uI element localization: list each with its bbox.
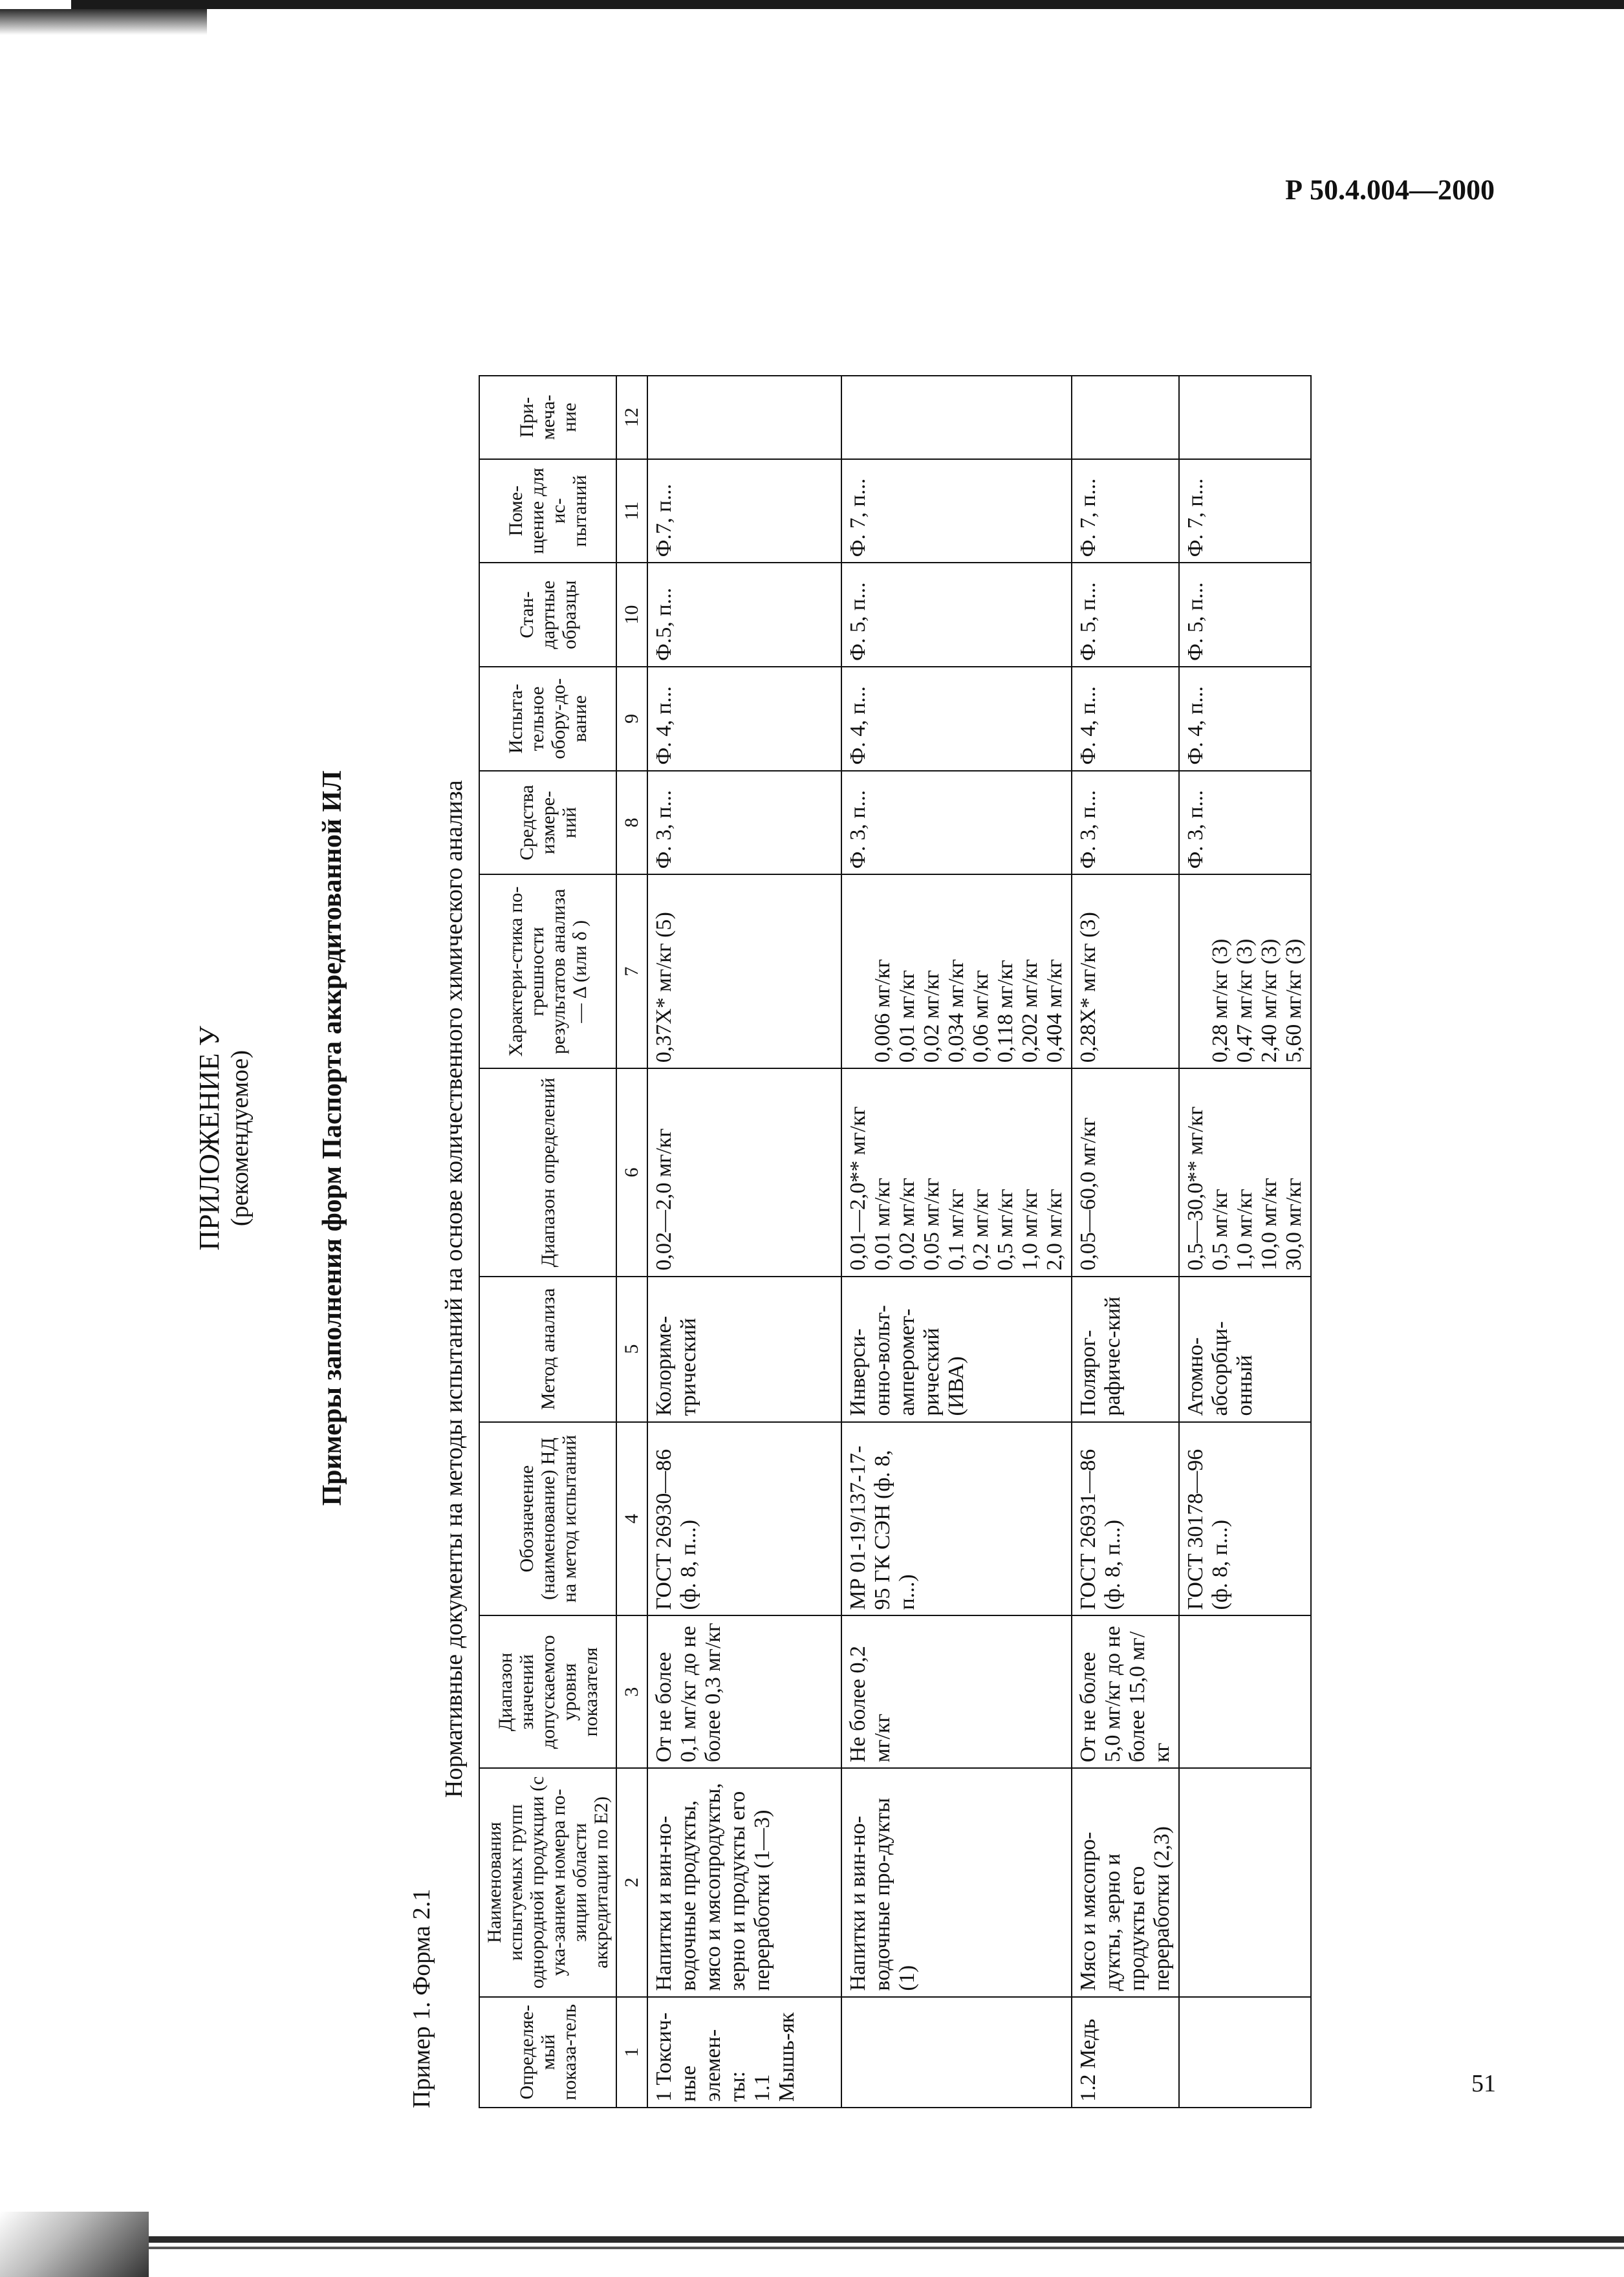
table-cell: Мясо и мясопро-дукты, зерно и продукты его переработки (2,3)	[1072, 1768, 1179, 1996]
header-cell: Диапазон значений допускаемого уровня показателя	[479, 1615, 616, 1768]
column-number-row	[616, 376, 647, 2108]
table-cell	[1179, 1615, 1311, 1768]
column-number: 8	[616, 771, 647, 875]
header-cell: Испыта-тельное обору-до-вание	[479, 667, 616, 771]
table-cell: Ф. 3, п...	[647, 771, 841, 875]
table-cell: Не более 0,2 мг/кг	[841, 1615, 1072, 1768]
table-cell: Ф. 4, п...	[647, 667, 841, 771]
header-cell: Диапазон определений	[479, 1068, 616, 1276]
page-number: 51	[1471, 2070, 1496, 2097]
column-number: 6	[616, 1068, 647, 1276]
table-cell: ГОСТ 26930—86 (ф. 8, п...)	[647, 1422, 841, 1616]
table-body	[647, 376, 1311, 2108]
table-cell: ГОСТ 26931—86 (ф. 8, п...)	[1072, 1422, 1179, 1616]
table-cell: 1.2 Медь	[1072, 1997, 1179, 2108]
column-number: 11	[616, 459, 647, 563]
table-cell	[841, 1997, 1072, 2108]
column-number: 2	[616, 1768, 647, 1996]
table-cell: 1 Токсич-ные элемен-ты: 1.1 Мышь-як	[647, 1997, 841, 2108]
table-cell: Ф. 5, п...	[841, 563, 1072, 667]
column-number: 10	[616, 563, 647, 667]
table-cell: ГОСТ 30178—96 (ф. 8, п...)	[1179, 1422, 1311, 1616]
table-cell: Ф. 4, п...	[841, 667, 1072, 771]
header-cell: Стан-дартные образцы	[479, 563, 616, 667]
header-cell: Характери-стика по-грешности результатов анализа — Δ (или δ )	[479, 874, 616, 1068]
header-cell: При-меча-ние	[479, 376, 616, 459]
form-label: Пример 1. Форма 2.1	[408, 1888, 435, 2108]
table-cell	[647, 376, 841, 459]
column-number: 4	[616, 1422, 647, 1616]
table-cell: Ф. 3, п...	[1179, 771, 1311, 875]
table-cell: Ф. 3, п...	[1072, 771, 1179, 875]
main-title: Примеры заполнения форм Паспорта аккредитованной ИЛ	[318, 770, 347, 1506]
table-cell: 0,28X* мг/кг (3)	[1072, 874, 1179, 1068]
rotated-page-content	[194, 142, 1488, 2134]
table-cell: Атомно-абсорбци-онный	[1179, 1277, 1311, 1422]
table-caption: Нормативные документы на методы испытаний на основе количественного химического анализа	[440, 780, 468, 1798]
table-cell: Напитки и вин-но-водочные про-дукты (1)	[841, 1768, 1072, 1996]
table-cell: МР 01-19/137-17-95 ГК СЭН (ф. 8, п...)	[841, 1422, 1072, 1616]
table-cell	[1179, 376, 1311, 459]
header-cell: Обозначение (наименование) НД на метод испытаний	[479, 1422, 616, 1616]
table-row	[841, 376, 1072, 2108]
table-cell	[1072, 376, 1179, 459]
table-cell: 0,02—2,0 мг/кг	[647, 1068, 841, 1276]
header-cell: Средства измере-ний	[479, 771, 616, 875]
table-cell: От не более 5,0 мг/кг до не более 15,0 мг/кг	[1072, 1615, 1179, 1768]
header-row	[479, 376, 616, 2108]
table-cell	[841, 376, 1072, 459]
document-number: Р 50.4.004—2000	[1285, 174, 1495, 206]
scan-edge-shadow	[0, 9, 207, 35]
table-row	[647, 376, 841, 2108]
table-cell: Ф. 4, п...	[1072, 667, 1179, 771]
passport-table	[479, 375, 1312, 2108]
table-cell: Ф. 4, п...	[1179, 667, 1311, 771]
table-cell: 0,006 мг/кг 0,01 мг/кг 0,02 мг/кг 0,034 мг/кг 0,06 мг/кг 0,118 мг/кг 0,202 мг/кг 0,404 мг/кг	[841, 874, 1072, 1068]
table-cell: 0,05—60,0 мг/кг	[1072, 1068, 1179, 1276]
scan-edge-bottom-line	[0, 2247, 1624, 2249]
table-cell	[1179, 1768, 1311, 1996]
header-cell: Метод анализа	[479, 1277, 616, 1422]
table-cell: Ф. 7, п...	[1072, 459, 1179, 563]
table-cell: Ф. 7, п...	[841, 459, 1072, 563]
column-number: 5	[616, 1277, 647, 1422]
column-number: 12	[616, 376, 647, 459]
column-number: 9	[616, 667, 647, 771]
column-number: 3	[616, 1615, 647, 1768]
header-cell: Определяе-мый показа-тель	[479, 1997, 616, 2108]
header-cell: Поме-щение для ис-пытаний	[479, 459, 616, 563]
table-cell: 0,01—2,0** мг/кг 0,01 мг/кг 0,02 мг/кг 0,05 мг/кг 0,1 мг/кг 0,2 мг/кг 0,5 мг/кг 1,0 мг/кг 2,0 мг/кг	[841, 1068, 1072, 1276]
scan-edge-bottom	[0, 2236, 1624, 2243]
appendix-subtitle: (рекомендуемое)	[226, 1050, 254, 1227]
table-cell: Ф.5, п...	[647, 563, 841, 667]
scan-corner	[0, 2212, 149, 2277]
table-cell: Ф.7, п...	[647, 459, 841, 563]
table-cell: Ф. 7, п...	[1179, 459, 1311, 563]
header-cell: Наименования испытуемых групп однородной продукции (с ука-занием номера по-зиции области аккредитации по Е2)	[479, 1768, 616, 1996]
scan-edge-top	[71, 0, 1624, 9]
table-cell: 0,37X* мг/кг (5)	[647, 874, 841, 1068]
column-number: 7	[616, 874, 647, 1068]
appendix-title: ПРИЛОЖЕНИЕ У	[193, 1026, 225, 1251]
table-cell: Ф. 3, п...	[841, 771, 1072, 875]
table-cell: Напитки и вин-но-водочные продукты, мясо и мясопродукты, зерно и продукты его переработки (1—3)	[647, 1768, 841, 1996]
table-cell: 0,28 мг/кг (3) 0,47 мг/кг (3) 2,40 мг/кг (3) 5,60 мг/кг (3)	[1179, 874, 1311, 1068]
table-cell	[1179, 1997, 1311, 2108]
table-cell: От не более 0,1 мг/кг до не более 0,3 мг/кг	[647, 1615, 841, 1768]
table-cell: Ф. 5, п...	[1179, 563, 1311, 667]
table-cell: Ф. 5, п...	[1072, 563, 1179, 667]
column-number: 1	[616, 1997, 647, 2108]
table-cell: Колориме-трический	[647, 1277, 841, 1422]
table-row	[1072, 376, 1179, 2108]
table-cell: Полярог-рафичес-кий	[1072, 1277, 1179, 1422]
table-row	[1179, 376, 1311, 2108]
table-cell: Инверси-онно-вольт-амперомет-рический (ИВА)	[841, 1277, 1072, 1422]
table-cell: 0,5—30,0** мг/кг 0,5 мг/кг 1,0 мг/кг 10,0 мг/кг 30,0 мг/кг	[1179, 1068, 1311, 1276]
